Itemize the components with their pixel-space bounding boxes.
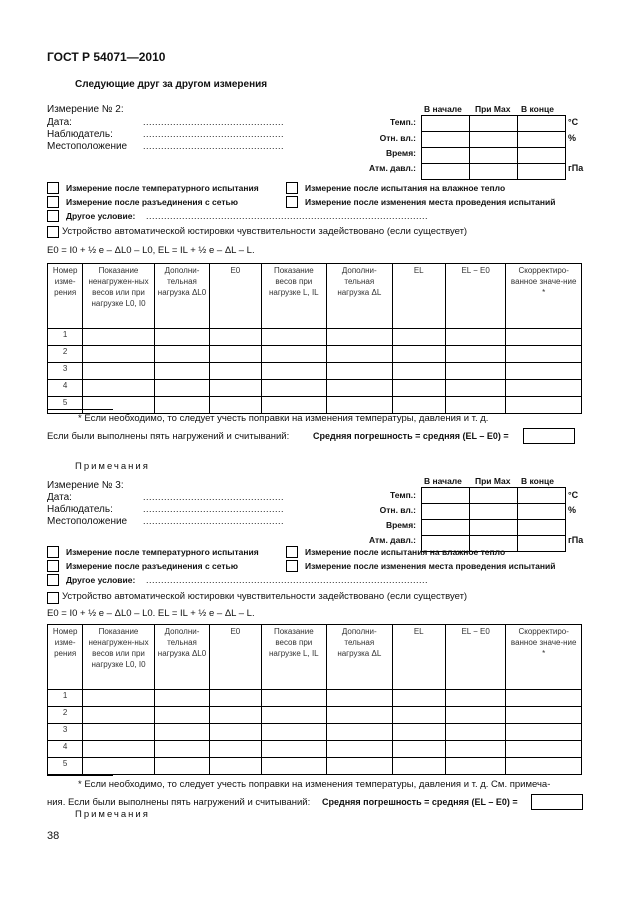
env-cell[interactable] <box>470 116 518 132</box>
field-location-label: Местоположение <box>47 516 128 527</box>
average-error-input[interactable] <box>523 428 575 444</box>
checkbox-label: Устройство автоматической юстировки чувствительности задействовано (если существует) <box>62 591 468 602</box>
other-condition-blank[interactable]: .............................................................................................. <box>146 575 429 585</box>
table-row <box>48 329 582 346</box>
env-cell[interactable] <box>518 536 566 552</box>
table-row <box>48 363 582 380</box>
field-date-blank[interactable]: ............................................... <box>143 492 285 502</box>
env-cell[interactable] <box>422 488 470 504</box>
col-header: EL <box>392 264 445 329</box>
checkbox-auto-adjust[interactable] <box>47 592 59 604</box>
checkbox-label: Измерение после изменения места проведения испытаний <box>305 197 556 207</box>
checkbox-label: Измерение после разъединения с сетью <box>66 197 239 207</box>
env-col-end: В конце <box>521 476 554 486</box>
unit-hpa: гПа <box>568 535 584 545</box>
env-cell[interactable] <box>518 148 566 164</box>
footnote-rule <box>47 409 113 410</box>
footnote: * Если необходимо, то следует учесть поправки на изменения температуры, давления и т. д. <box>78 413 489 424</box>
col-header: Номер изме-рения <box>48 625 83 690</box>
env-cell[interactable] <box>470 164 518 180</box>
col-header: Показание ненагружен-ных весов или при нагрузке L0, I0 <box>83 264 155 329</box>
col-header: Номер изме-рения <box>48 264 83 329</box>
table-row <box>48 758 582 775</box>
col-header: Дополни-тельная нагрузка ΔL <box>327 264 392 329</box>
checkbox-auto-adjust[interactable] <box>47 226 59 238</box>
env-cell[interactable] <box>470 504 518 520</box>
formula: E0 = I0 + ½ e – ΔL0 – L0, EL = IL + ½ e – ΔL – L. <box>47 245 255 256</box>
col-header: Показание весов при нагрузке L, IL <box>261 625 326 690</box>
col-header: E0 <box>210 625 261 690</box>
footnote-rule <box>47 775 113 776</box>
field-date-label: Дата: <box>47 492 72 503</box>
env-col-end: В конце <box>521 104 554 114</box>
col-header: Дополни-тельная нагрузка ΔL <box>327 625 392 690</box>
env-cell[interactable] <box>422 132 470 148</box>
env-cell[interactable] <box>422 504 470 520</box>
col-header: Скорректиро-ванное значе-ние * <box>506 264 582 329</box>
checkbox-label: Устройство автоматической юстировки чувствительности задействовано (если существует) <box>62 226 468 237</box>
env-col-max: При Max <box>475 104 511 114</box>
env-row-time: Время: <box>385 148 416 158</box>
measurement-title: Измерение № 2: <box>47 104 124 115</box>
table-row <box>48 724 582 741</box>
checkbox-after-temp-test[interactable] <box>47 182 59 194</box>
notes-heading: Примечания <box>75 461 150 472</box>
other-condition-blank[interactable]: .............................................................................................. <box>146 211 429 221</box>
checkbox-label: Измерение после изменения места проведения испытаний <box>305 561 556 571</box>
field-location-label: Местоположение <box>47 141 128 152</box>
table-row <box>48 380 582 397</box>
env-cell[interactable] <box>422 164 470 180</box>
measurement-table <box>47 624 582 775</box>
summary-label: Средняя погрешность = средняя (EL – E0) = <box>322 797 518 807</box>
env-col-max: При Max <box>475 476 511 486</box>
col-header: Показание ненагружен-ных весов или при нагрузке L0, I0 <box>83 625 155 690</box>
env-cell[interactable] <box>518 520 566 536</box>
field-location-blank[interactable]: ............................................... <box>143 516 285 526</box>
row-number: 5 <box>48 758 83 775</box>
unit-hpa: гПа <box>568 163 584 173</box>
env-row-humidity: Отн. вл.: <box>379 133 416 143</box>
env-row-pressure: Атм. давл.: <box>368 163 416 173</box>
env-cell[interactable] <box>470 520 518 536</box>
checkbox-label: Измерение после температурного испытания <box>66 183 259 193</box>
table-row <box>48 397 582 414</box>
row-number: 2 <box>48 346 83 363</box>
page-number: 38 <box>47 830 60 842</box>
env-cell[interactable] <box>518 488 566 504</box>
col-header: E0 <box>210 264 261 329</box>
row-number: 3 <box>48 363 83 380</box>
summary-prefix: Если были выполнены пять нагружений и считываний: <box>47 431 290 442</box>
measurement-title: Измерение № 3: <box>47 480 124 491</box>
env-col-start: В начале <box>424 476 462 486</box>
row-number: 1 <box>48 690 83 707</box>
environment-grid <box>421 115 566 180</box>
summary-label: Средняя погрешность = средняя (EL – E0) = <box>313 431 509 441</box>
final-notes-heading: Примечания <box>75 809 150 820</box>
field-observer-label: Наблюдатель: <box>47 129 113 140</box>
checkbox-label: Измерение после разъединения с сетью <box>66 561 239 571</box>
checkbox-after-disconnect[interactable] <box>47 560 59 572</box>
col-header: Дополни-тельная нагрузка ΔL0 <box>154 264 209 329</box>
env-cell[interactable] <box>518 132 566 148</box>
field-date-label: Дата: <box>47 117 72 128</box>
field-observer-blank[interactable]: ............................................... <box>143 504 285 514</box>
checkbox-after-disconnect[interactable] <box>47 196 59 208</box>
document-header: ГОСТ Р 54071—2010 <box>47 50 166 64</box>
checkbox-label: Измерение после температурного испытания <box>66 547 259 557</box>
table-row <box>48 741 582 758</box>
checkbox-label: Другое условие: <box>66 211 136 221</box>
env-cell[interactable] <box>422 520 470 536</box>
checkbox-label: Измерение после испытания на влажное тепло <box>305 547 506 557</box>
field-observer-blank[interactable]: ............................................... <box>143 129 285 139</box>
col-header: EL − E0 <box>445 264 505 329</box>
env-cell[interactable] <box>470 488 518 504</box>
unit-celsius: °С <box>568 117 579 127</box>
average-error-input[interactable] <box>531 794 583 810</box>
unit-celsius: °С <box>568 490 579 500</box>
field-date-blank[interactable]: ............................................... <box>143 117 285 127</box>
col-header: Показание весов при нагрузке L, IL <box>261 264 326 329</box>
row-number: 3 <box>48 724 83 741</box>
env-col-start: В начале <box>424 104 462 114</box>
checkbox-after-damp-heat[interactable] <box>286 546 298 558</box>
measurement-table <box>47 263 582 414</box>
env-row-time: Время: <box>385 520 416 530</box>
row-number: 1 <box>48 329 83 346</box>
section-subtitle: Следующие друг за другом измерения <box>75 79 268 90</box>
col-header: Дополни-тельная нагрузка ΔL0 <box>154 625 209 690</box>
checkbox-after-damp-heat[interactable] <box>286 182 298 194</box>
env-row-pressure: Атм. давл.: <box>368 535 416 545</box>
col-header: Скорректиро-ванное значе-ние * <box>506 625 582 690</box>
summary-prefix: ния. Если были выполнены пять нагружений и считываний: <box>47 797 311 808</box>
env-cell[interactable] <box>518 504 566 520</box>
env-row-humidity: Отн. вл.: <box>379 505 416 515</box>
env-cell[interactable] <box>422 116 470 132</box>
checkbox-other-condition[interactable] <box>47 210 59 222</box>
checkbox-after-relocation[interactable] <box>286 560 298 572</box>
unit-percent: % <box>568 505 577 515</box>
unit-percent: % <box>568 133 577 143</box>
env-row-temp: Темп.: <box>390 117 416 127</box>
env-cell[interactable] <box>422 148 470 164</box>
env-row-temp: Темп.: <box>390 490 416 500</box>
table-row <box>48 707 582 724</box>
checkbox-other-condition[interactable] <box>47 574 59 586</box>
field-observer-label: Наблюдатель: <box>47 504 113 515</box>
field-location-blank[interactable]: ............................................... <box>143 141 285 151</box>
checkbox-label: Измерение после испытания на влажное тепло <box>305 183 506 193</box>
col-header: EL − E0 <box>445 625 505 690</box>
env-cell[interactable] <box>518 164 566 180</box>
row-number: 4 <box>48 741 83 758</box>
table-row <box>48 346 582 363</box>
env-cell[interactable] <box>470 132 518 148</box>
col-header: EL <box>392 625 445 690</box>
checkbox-label: Другое условие: <box>66 575 136 585</box>
row-number: 2 <box>48 707 83 724</box>
checkbox-after-relocation[interactable] <box>286 196 298 208</box>
env-cell[interactable] <box>470 148 518 164</box>
row-number: 4 <box>48 380 83 397</box>
env-cell[interactable] <box>518 116 566 132</box>
row-number: 5 <box>48 397 83 414</box>
footnote: * Если необходимо, то следует учесть поправки на изменения температуры, давления и т. д. См. примеча- <box>78 779 551 790</box>
table-row <box>48 690 582 707</box>
checkbox-after-temp-test[interactable] <box>47 546 59 558</box>
formula: E0 = I0 + ½ e – ΔL0 – L0. EL = IL + ½ e – ΔL – L. <box>47 608 255 619</box>
environment-grid <box>421 487 566 552</box>
